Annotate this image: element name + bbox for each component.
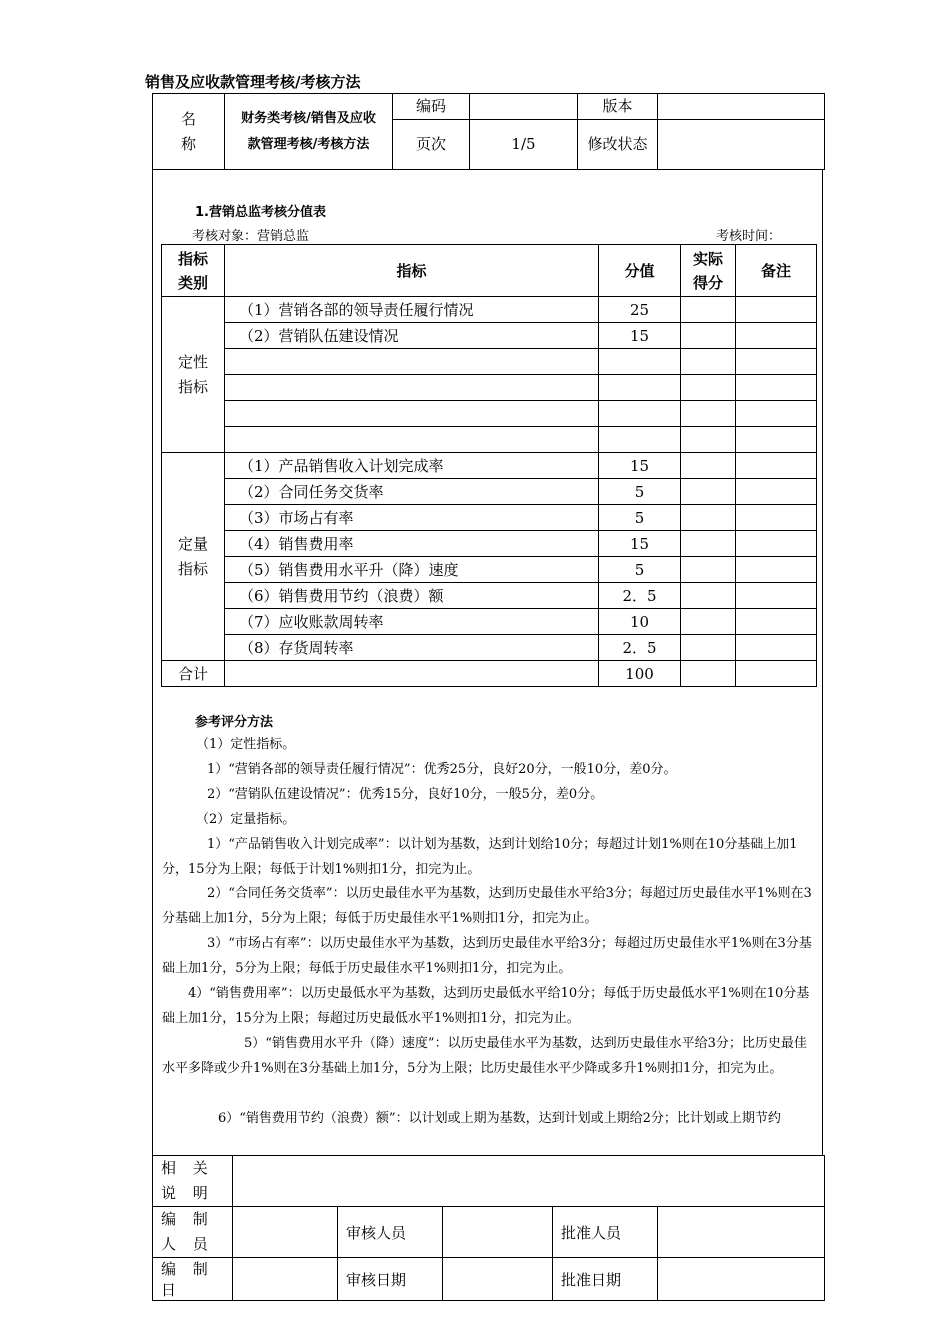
remark-cell (736, 349, 817, 375)
indicator-cell: （2）合同任务交货率 (225, 479, 599, 505)
table-row (162, 427, 817, 453)
approve-date-value (658, 1258, 825, 1301)
reviewer-value (443, 1207, 553, 1258)
total-value: 100 (599, 661, 681, 687)
target-label: 考核对象：营销总监 (192, 229, 310, 244)
actual-score-cell (681, 609, 736, 635)
reference-p4: （2）定量指标。 (196, 812, 296, 827)
name-label: 名 称 (153, 94, 225, 170)
header-item: 指标 (225, 245, 599, 297)
indicator-cell: （7）应收账款周转率 (225, 609, 599, 635)
code-value (470, 94, 578, 120)
score-cell (599, 427, 681, 453)
page-value: 1/5 (470, 120, 578, 170)
indicator-cell (225, 375, 599, 401)
indicator-cell: （5）销售费用水平升（降）速度 (225, 557, 599, 583)
table-row (162, 583, 817, 609)
reference-p3: 2）“营销队伍建设情况”：优秀15分，良好10分，一般5分，差0分。 (207, 787, 604, 802)
quantitative-category: 定量指标 (162, 453, 225, 661)
reference-title: 参考评分方法 (195, 715, 274, 730)
remark-cell (736, 427, 817, 453)
reference-p5: 1）“产品销售收入计划完成率”：以计划为基数，达到计划给10分；每超过计划1%则在10分基础上加1分，15分为上限；每低于计划1%则扣1分，扣完为止。 (162, 837, 798, 877)
remark-cell (736, 583, 817, 609)
indicator-cell: （8）存货周转率 (225, 635, 599, 661)
table-row (162, 505, 817, 531)
remark-cell (736, 635, 817, 661)
indicator-cell: （1）营销各部的领导责任履行情况 (225, 297, 599, 323)
table-row (162, 557, 817, 583)
indicator-cell (225, 349, 599, 375)
qualitative-category: 定性指标 (162, 297, 225, 453)
actual-score-cell (681, 453, 736, 479)
actual-score-cell (681, 297, 736, 323)
score-cell: 25 (599, 297, 681, 323)
score-cell (599, 349, 681, 375)
header-actual: 实际得分 (681, 245, 736, 297)
actual-score-cell (681, 427, 736, 453)
score-cell: 15 (599, 453, 681, 479)
approver-value (658, 1207, 825, 1258)
remark-cell (736, 479, 817, 505)
total-row (162, 661, 817, 687)
table-row (162, 479, 817, 505)
code-label: 编码 (393, 94, 470, 120)
actual-score-cell (681, 583, 736, 609)
actual-score-cell (681, 375, 736, 401)
score-cell (599, 401, 681, 427)
actual-score-cell (681, 323, 736, 349)
score-cell: 2．5 (599, 583, 681, 609)
remark-cell (736, 609, 817, 635)
header-table (152, 93, 825, 170)
score-cell: 15 (599, 531, 681, 557)
reference-p6: 2）“合同任务交货率”：以历史最佳水平为基数，达到历史最佳水平给3分；每超过历史最佳水平1%则在3分基础上加1分，5分为上限；每低于历史最佳水平1%则扣1分，扣完为止。 (162, 886, 812, 926)
revision-label: 修改状态 (578, 120, 658, 170)
total-actual (681, 661, 736, 687)
reference-p10: 6）“销售费用节约（浪费）额”：以计划或上期为基数，达到计划或上期给2分；比计划或上期节约 (218, 1111, 781, 1126)
version-value (658, 94, 825, 120)
remark-cell (736, 557, 817, 583)
indicator-cell (225, 401, 599, 427)
header-score: 分值 (599, 245, 681, 297)
document-title: 销售及应收款管理考核/考核方法 (145, 73, 361, 91)
revision-value (658, 120, 825, 170)
indicator-cell: （2）营销队伍建设情况 (225, 323, 599, 349)
table-row (162, 297, 817, 323)
total-item (225, 661, 599, 687)
version-label: 版本 (578, 94, 658, 120)
time-label: 考核时间： (716, 229, 782, 244)
score-table (161, 244, 817, 687)
remark-cell (736, 453, 817, 479)
actual-score-cell (681, 557, 736, 583)
indicator-cell: （6）销售费用节约（浪费）额 (225, 583, 599, 609)
table-row (162, 349, 817, 375)
actual-score-cell (681, 531, 736, 557)
header-remark: 备注 (736, 245, 817, 297)
reference-p2: 1）“营销各部的领导责任履行情况”：优秀25分，良好20分，一般10分，差0分。 (207, 762, 677, 777)
table-row (162, 609, 817, 635)
score-table-header (162, 245, 817, 297)
reference-p1: （1）定性指标。 (196, 737, 296, 752)
page-label: 页次 (393, 120, 470, 170)
author-date-label: 编 制 日 (153, 1258, 233, 1301)
score-cell (599, 375, 681, 401)
remark-cell (736, 531, 817, 557)
reference-p9: 5）“销售费用水平升（降）速度”：以历史最佳水平为基数，达到历史最佳水平给3分；比历史最佳水平多降或少升1%则在3分基础上加1分，5分为上限；比历史最佳水平少降或多升1%则扣1分，扣完为止。 (162, 1036, 807, 1076)
review-date-value (443, 1258, 553, 1301)
score-cell: 15 (599, 323, 681, 349)
footer-table (152, 1155, 825, 1301)
table-row (162, 323, 817, 349)
remark-cell (736, 375, 817, 401)
remark-cell (736, 505, 817, 531)
indicator-cell: （1）产品销售收入计划完成率 (225, 453, 599, 479)
indicator-cell: （4）销售费用率 (225, 531, 599, 557)
author-date-value (233, 1258, 338, 1301)
section-title: 1.营销总监考核分值表 (195, 205, 326, 220)
header-category: 指标类别 (162, 245, 225, 297)
related-value (233, 1156, 825, 1207)
score-cell: 5 (599, 505, 681, 531)
indicator-cell (225, 427, 599, 453)
actual-score-cell (681, 479, 736, 505)
actual-score-cell (681, 505, 736, 531)
actual-score-cell (681, 349, 736, 375)
related-label: 相 关 说 明 (153, 1156, 233, 1207)
review-date-label: 审核日期 (338, 1258, 443, 1301)
actual-score-cell (681, 401, 736, 427)
author-value (233, 1207, 338, 1258)
reference-p7: 3）“市场占有率”：以历史最佳水平为基数，达到历史最佳水平给3分；每超过历史最佳水平1%则在3分基础上加1分，5分为上限；每低于历史最佳水平1%则扣1分，扣完为止。 (162, 936, 812, 976)
reference-p8: 4）“销售费用率”：以历史最低水平为基数，达到历史最低水平给10分；每低于历史最低水平1%则在10分基础上加1分，15分为上限；每超过历史最低水平1%则扣1分，扣完为止。 (162, 986, 810, 1026)
approve-date-label: 批准日期 (553, 1258, 658, 1301)
score-cell: 2．5 (599, 635, 681, 661)
score-cell: 10 (599, 609, 681, 635)
table-row (162, 401, 817, 427)
indicator-cell: （3）市场占有率 (225, 505, 599, 531)
table-row (162, 635, 817, 661)
table-row (162, 531, 817, 557)
actual-score-cell (681, 635, 736, 661)
remark-cell (736, 297, 817, 323)
remark-cell (736, 323, 817, 349)
table-row (162, 375, 817, 401)
author-label: 编 制 人 员 (153, 1207, 233, 1258)
name-value: 财务类考核/销售及应收 款管理考核/考核方法 (225, 94, 393, 170)
approver-label: 批准人员 (553, 1207, 658, 1258)
total-remark (736, 661, 817, 687)
score-cell: 5 (599, 557, 681, 583)
table-row (162, 453, 817, 479)
total-label: 合计 (162, 661, 225, 687)
remark-cell (736, 401, 817, 427)
reviewer-label: 审核人员 (338, 1207, 443, 1258)
score-cell: 5 (599, 479, 681, 505)
